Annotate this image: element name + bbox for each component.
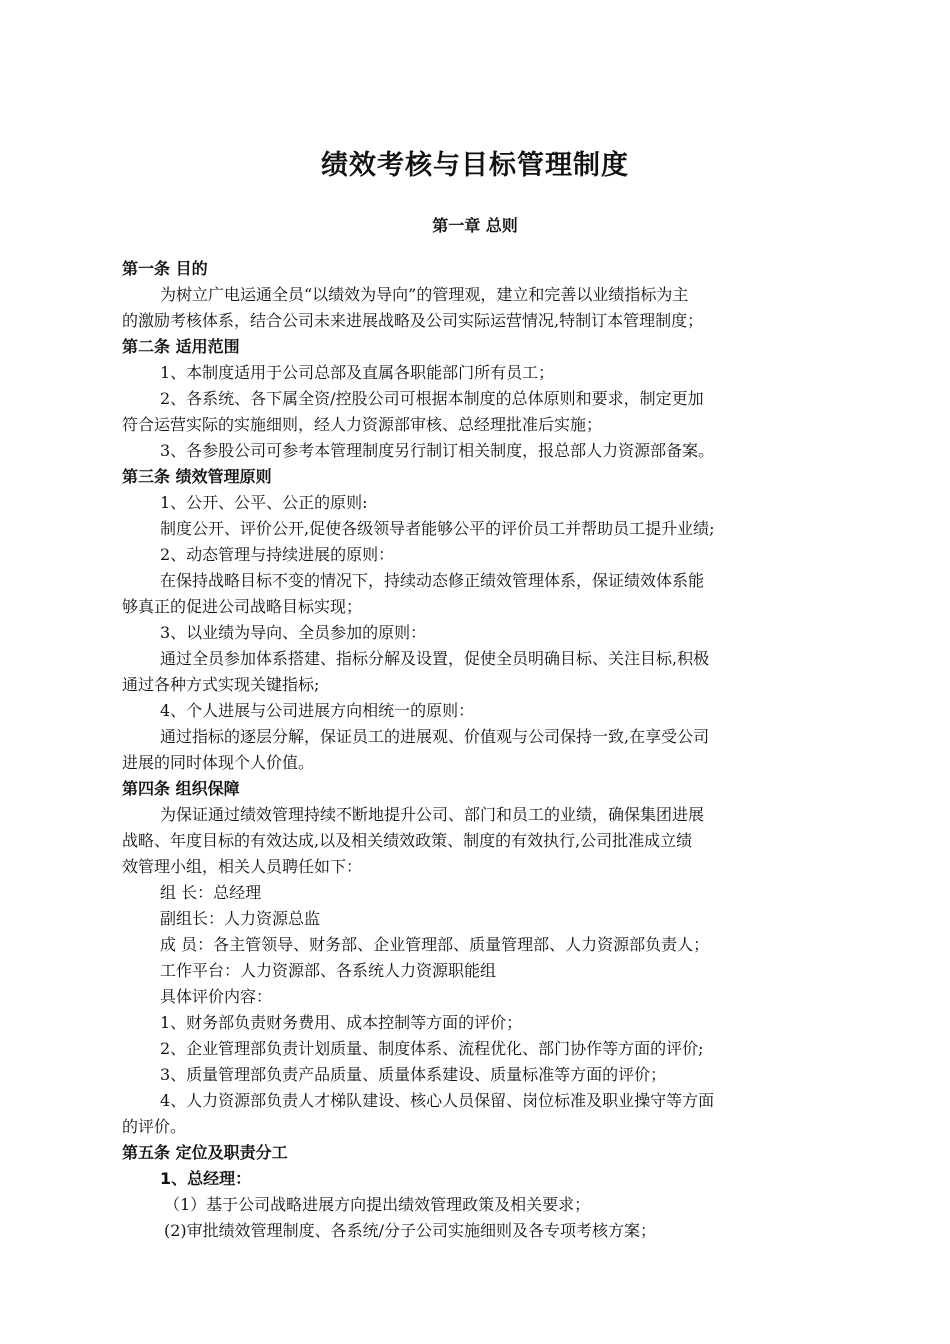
chapter-heading: 第一章 总则 (432, 216, 518, 235)
paragraph-line: 为树立广电运通全员“以绩效为导向”的管理观，建立和完善以业绩指标为主 (160, 285, 689, 304)
paragraph-line: 够真正的促进公司战略目标实现； (122, 597, 363, 616)
paragraph-line: 通过各种方式实现关键指标; (122, 675, 320, 694)
paragraph-line: （1）基于公司战略进展方向提出绩效管理政策及相关要求； (164, 1195, 591, 1214)
paragraph-line: 符合运营实际的实施细则，经人力资源部审核、总经理批准后实施； (122, 415, 603, 434)
paragraph-line: 战略、年度目标的有效达成,以及相关绩效政策、制度的有效执行,公司批准成立绩 (122, 831, 693, 850)
article-heading: 第五条 定位及职责分工 (122, 1143, 288, 1162)
paragraph-line: 2、动态管理与持续进展的原则： (160, 545, 395, 564)
paragraph-line: 3、以业绩为导向、全员参加的原则： (160, 623, 427, 642)
paragraph-line: 制度公开、评价公开,促使各级领导者能够公平的评价员工并帮助员工提升业绩; (160, 519, 715, 538)
paragraph-line: 通过全员参加体系搭建、指标分解及设置，促使全员明确目标、关注目标,积极 (160, 649, 710, 668)
paragraph-line: 1、公开、公平、公正的原则: (160, 493, 368, 512)
paragraph-line: 具体评价内容： (160, 987, 273, 1006)
paragraph-line: 3、各参股公司可参考本管理制度另行制订相关制度，报总部人力资源部备案。 (160, 441, 715, 460)
document-body (122, 256, 830, 1244)
paragraph-line: 副组长：人力资源总监 (160, 909, 321, 928)
paragraph-line: 4、人力资源部负责人才梯队建设、核心人员保留、岗位标准及职业操守等方面 (160, 1091, 715, 1110)
paragraph-line: 2、各系统、各下属全资/控股公司可根据本制度的总体原则和要求，制定更加 (160, 389, 704, 408)
paragraph-line: 2、企业管理部负责计划质量、制度体系、流程优化、部门协作等方面的评价; (160, 1039, 704, 1058)
paragraph-line: 的评价。 (122, 1117, 187, 1136)
paragraph-line: 工作平台：人力资源部、各系统人力资源职能组 (160, 961, 497, 980)
article-heading: 第三条 绩效管理原则 (122, 467, 272, 486)
paragraph-line: 3、质量管理部负责产品质量、质量体系建设、质量标准等方面的评价； (160, 1065, 667, 1084)
article-heading: 第一条 目的 (122, 259, 208, 278)
paragraph-line: 4、个人进展与公司进展方向相统一的原则： (160, 701, 475, 720)
article-heading: 第二条 适用范围 (122, 337, 240, 356)
paragraph-line: 1、财务部负责财务费用、成本控制等方面的评价； (160, 1013, 523, 1032)
paragraph-line: 通过指标的逐层分解，保证员工的进展观、价值观与公司保持一致,在享受公司 (160, 727, 710, 746)
paragraph-line: 效管理小组，相关人员聘任如下： (122, 857, 363, 876)
document-title: 绩效考核与目标管理制度 (321, 150, 629, 181)
paragraph-line: 为保证通过绩效管理持续不断地提升公司、部门和员工的业绩，确保集团进展 (160, 805, 705, 824)
paragraph-line: 1、本制度适用于公司总部及直属各职能部门所有员工； (160, 363, 555, 382)
paragraph-line: 成 员：各主管领导、财务部、企业管理部、质量管理部、人力资源部负责人； (160, 935, 710, 954)
paragraph-line: 的激励考核体系，结合公司未来进展战略及公司实际运营情况,特制订本管理制度； (122, 311, 704, 330)
paragraph-line: 进展的同时体现个人价值。 (122, 753, 315, 772)
sub-heading: 1、总经理： (160, 1169, 252, 1188)
paragraph-line: 在保持战略目标不变的情况下，持续动态修正绩效管理体系，保证绩效体系能 (160, 571, 705, 590)
paragraph-line: 组 长：总经理 (160, 883, 262, 902)
article-heading: 第四条 组织保障 (122, 779, 240, 798)
paragraph-line: (2)审批绩效管理制度、各系统/分子公司实施细则及各专项考核方案； (164, 1221, 657, 1240)
